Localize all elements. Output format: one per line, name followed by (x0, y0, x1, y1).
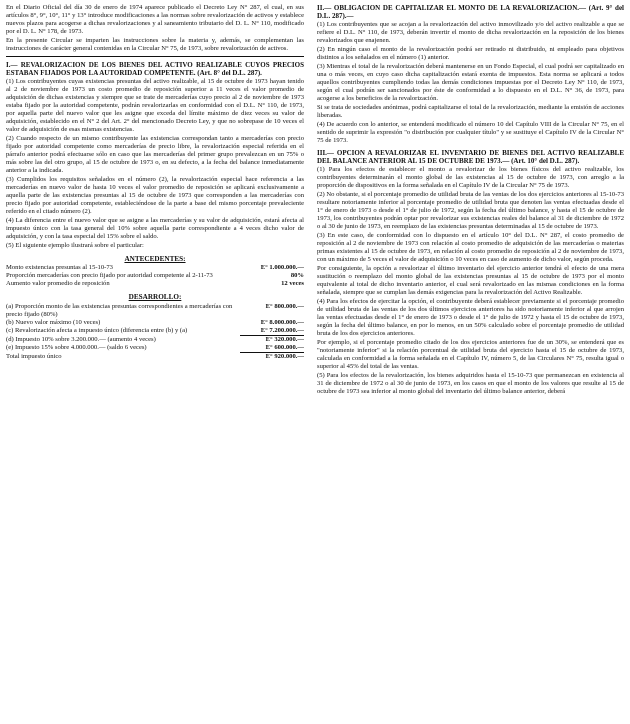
row-label: (b) Nuevo valor máximo (10 veces) (6, 318, 101, 326)
desarrollo-total-row (6, 353, 304, 361)
desarrollo-row (6, 319, 304, 327)
row-label: (d) Impuesto 10% sobre 3.200.000.— (aumento 4 veces) (6, 335, 156, 343)
row-amount: E° 800.000.— (265, 302, 304, 310)
row-label: (e) Impuesto 15% sobre 4.000.000.— (saldo 6 veces) (6, 343, 147, 351)
row-label: Total impuesto único (6, 352, 62, 360)
row-amount: 12 veces (281, 280, 304, 288)
antecedentes-row (6, 280, 304, 288)
row-amount: E° 8.000.000.— (260, 318, 304, 326)
antecedentes-title: ANTECEDENTES: (124, 255, 186, 263)
antecedentes-row (6, 272, 304, 280)
section-2-title: II.— OBLIGACION DE CAPITALIZAR EL MONTO DE LA REVALORIZACION.— (Art. 9° del D.L. 287).— (317, 4, 624, 20)
section-3-paragraph-3: (3) En este caso, de conformidad con lo dispuesto en el artículo 10° del D.L. N° 287, el costo promedio de reposición al 2 de noviembre de 1973 con relación al costo promedio de adquisición de las mercaderías o materias primas existentes al 15 de octubre de 1973, en relación al costo promedio de reposición al 2 de noviembre de 1973, con un máximo de 5 veces el valor de adquisición o 10 veces en caso de aumento de dicho valor, según proceda. (317, 232, 624, 263)
section-1-paragraph-5: (5) El siguiente ejemplo ilustrará sobre el particular: (6, 242, 144, 249)
row-label: Monto existencias presuntas al 15-10-73 (6, 264, 113, 272)
section-1-title: I.— REVALORIZACION DE LOS BIENES DEL ACTIVO REALIZABLE CUYOS PRECIOS ESTABAN FIJADOS POR LA AUTORIDAD COMPETENTE. (Art. 8° del D.L. 287). (6, 61, 304, 77)
desarrollo-row (6, 303, 304, 319)
section-3-paragraph-7: (5) Para los efectos de la revalorización, los bienes adquiridos hasta el 15-10-73 que permanezcan en existencia al 31 de diciembre de 1972 o al 30 de junio de 1973, en los casos en que el monto de los valores que resulte al 15 de octubre de 1973 sea inferior al monto global del inventario del último balance anterior, deberá (317, 372, 624, 395)
row-amount: E° 1.000.000.— (260, 264, 304, 272)
row-label: (a) Proporción monto de las existencias presuntas correspondientes a mercaderías con precio fijado (80%) (6, 302, 233, 318)
section-2-paragraph-3: (3) Mientras el total de la revalorización deberá mantenerse en un Fondo Especial, el cual podrá ser capitalizado en una o más veces, en cuyo caso dicha capitalización estará exenta de impuestos. Esta norma se aplicará a todos aquellos contribuyentes cumpliendo todas las demás condiciones impuestas por el Decreto Ley N° 110, de 1973, según el cual podrán ser sancionados por éste de conformidad a lo dispuesto en el D.L. N° 36, de 1973, para acogerse a los beneficios de la revalorización. (317, 63, 624, 102)
section-2-paragraph-2: (2) En ningún caso el monto de la revalorización podrá ser retirado ni distribuido, ni empleado para objetivos distintos a los señalados en el número (1) anterior. (317, 46, 624, 61)
desarrollo-row (6, 336, 304, 344)
section-3-paragraph-4: Por consiguiente, la opción a revalorizar el último inventario del ejercicio anterior tendrá el efecto de una mera sustitución o reemplazo del monto global de las existencias presuntas al 15 de octubre de 1973 por el monto equivalente al total de dicho inventario anterior, el cual será revalorizado en las mismas condiciones en la forma señalada, siempre que se cumplan las demás exigencias para la revalorización del Activo Realizable. (317, 265, 624, 296)
left-column (6, 4, 304, 720)
section-2-paragraph-5: (4) De acuerdo con lo anterior, se entenderá modificado el número 10 del Capítulo VIII de la Circular N° 75, en el sentido de suprimir la expresión "o distribución por cualquier título" y se sustituye el Capítulo IV de la Circular N° 75 de 1973. (317, 121, 624, 144)
row-amount: E° 600.000.— (240, 344, 304, 353)
row-amount: E° 920.000.— (265, 352, 304, 360)
right-column (317, 4, 624, 720)
desarrollo-title: DESARROLLO: (128, 293, 182, 302)
row-amount: E° 7.200.000.— (240, 327, 304, 336)
antecedentes-row (6, 264, 304, 272)
section-3-paragraph-6: Por ejemplo, si el porcentaje promedio citado de los dos ejercicios anteriores fue de un 30%, se entenderá que es "notoriamente inferior" si la relación porcentual de utilidad bruta del ejercicio hasta el 15 de octubre de 1973, calculada en conformidad a la forma señalada en el Capítulo IV, número 5, de las Circulares N° 75, resulta igual o superior al 45% del total de las ventas. (317, 339, 624, 370)
section-1-paragraph-3: (3) Cumplidos los requisitos señalados en el número (2), la revalorización especial hace referencia a las mercaderías en nuevo valor de hasta 10 veces el valor promedio de reposición se aplicará exclusivamente a aquella parte de las existencias presuntas al 15 de octubre de 1973 que corresponden a las mercaderías con precio fijado por autoridad competente, estableciéndose de la parte a base del mismo porcentaje prevaleciente referido en el citado número (2). (6, 176, 304, 215)
desarrollo-row (6, 344, 304, 353)
row-amount: E° 320.000.— (265, 335, 304, 343)
section-1-paragraph-1: (1) Los contribuyentes cuyas existencias presuntas del activo realizable, al 15 de octubre de 1973 hayan tenido al 2 de noviembre de 1973 un costo promedio de reposición superior a 11 veces el valor promedio de adquisición de dichas existencias y siempre que se trate de mercaderías cuyo precio al 2 de noviembre de 1973 estaba fijado por la autoridad competente, podrán revalorizarlas en conformidad con el D.L. N° 110, de 1973, por aquella parte del nuevo valor que les asigne que exceda del límite máximo de diez veces su valor de adquisición, establecido en el N° 2 del Art. 2° del mencionado Decreto Ley, y que no sobrepase de 10 veces el valor de adquisición de esas mismas existencias. (6, 78, 304, 133)
section-2-paragraph-4: Si se trata de sociedades anónimas, podrá capitalizarse el total de la revalorización, mediante la emisión de acciones liberadas. (317, 104, 624, 119)
section-3-title: III.— OPCION A REVALORIZAR EL INVENTARIO DE BIENES DEL ACTIVO REALIZABLE DEL BALANCE ANTERIOR AL 15 DE OCTUBRE DE 1973.— (Art. 10° del D.L. 287). (317, 149, 624, 165)
intro-paragraph-2: En la presente Circular se imparten las instrucciones sobre la materia y, además, se complementan las instrucciones de carácter general contenidas en la Circular N° 75, de 1973, sobre revalorización de activos. (6, 37, 304, 52)
section-3-paragraph-2: (2) No obstante, si el porcentaje promedio de utilidad bruta de las ventas de los dos ejercicios anteriores al 15-10-73 resultare notoriamente inferior al porcentaje promedio de utilidad bruta que denoten las ventas efectuadas desde el 1° de enero de 1973 o desde el 1° de julio de 1972, según la fecha del último balance, y hasta el 15 de octubre de 1973, los contribuyentes podrán optar por revalorizar sus existencias reales del balance al 31 de diciembre de 1972 o al 30 de junio de 1973, en reemplazo de las existencias presuntas determinadas al 15 de octubre de 1973. (317, 191, 624, 230)
row-label: (c) Revalorización afecta a impuesto único (diferencia entre (b) y (a) (6, 326, 188, 334)
section-3-paragraph-5: (4) Para los efectos de ejercitar la opción, el contribuyente deberá establecer previamente si el porcentaje promedio de utilidad bruta de las ventas de los dos últimos ejercicios anteriores ha sido notoriamente inferior al que arrojen las ventas efectuadas desde el 1° de enero de 1973 o desde el 1° de julio de 1972 y hasta el 15 de octubre de 1973, según la fecha del último balance, en por lo menos, en un 50% calculado sobre el porcentaje promedio de utilidad bruta de los dos ejercicios anteriores. (317, 298, 624, 337)
section-1-paragraph-2: (2) Cuando respecto de un mismo contribuyente las existencias correspondan tanto a mercaderías con precio fijado por autoridad competente como mercaderías de precio libre, la revalorización especial referida en el párrafo anterior podrá efectuarse sólo en caso que las mercaderías del primer grupo prevalezcan en un 75% o más sobre las del otro grupo, al 15 de octubre de 1973 o, en su defecto, a la fecha del balance inmediatamente anterior a la indicada. (6, 135, 304, 174)
desarrollo-row (6, 327, 304, 336)
row-label: Proporción mercaderías con precio fijado por autoridad competente al 2-11-73 (6, 272, 213, 280)
row-label: Aumento valor promedio de reposición (6, 280, 110, 288)
section-1-paragraph-4: (4) La diferencia entre el nuevo valor que se asigne a las mercaderías y su valor de adquisición, estará afecta al impuesto único con la tasa general del 10% sobre aquella parte correspondiente a 4 veces dicho valor de adquisición, y con la tasa especial del 15% sobre el saldo. (6, 217, 304, 240)
section-divider (6, 56, 304, 57)
section-3-paragraph-1: (1) Para los efectos de establecer el monto a revalorizar de los bienes físicos del activo realizable, los contribuyentes determinarán el monto global de las existencias al 15 de octubre de 1973, con arreglo a la proporción de dispositivos en la forma señalada en el Capítulo IV de la Circular N° 75 de 1973. (317, 166, 624, 189)
intro-paragraph-1: En el Diario Oficial del día 30 de enero de 1974 aparece publicado el Decreto Ley N° 287, el cual, en sus artículos 8°, 9°, 10°, 11° y 13° introduce modificaciones a las normas sobre revalorización de activos y establece nuevos plazos para acogerse a dichas revalorizaciones y al saneamiento tributario del D. L. N° 110, modificado por el D. L. N° 178, de 1973. (6, 4, 304, 35)
row-amount: 80% (290, 272, 304, 280)
section-2-paragraph-1: (1) Los contribuyentes que se acojan a la revalorización del activo inmovilizado y/o del activo realizable a que se refiere el D.L. N° 110, de 1973, deberán invertir el monto de dicha revalorización en la reposición de los bienes revalorizados que enajenen. (317, 21, 624, 44)
